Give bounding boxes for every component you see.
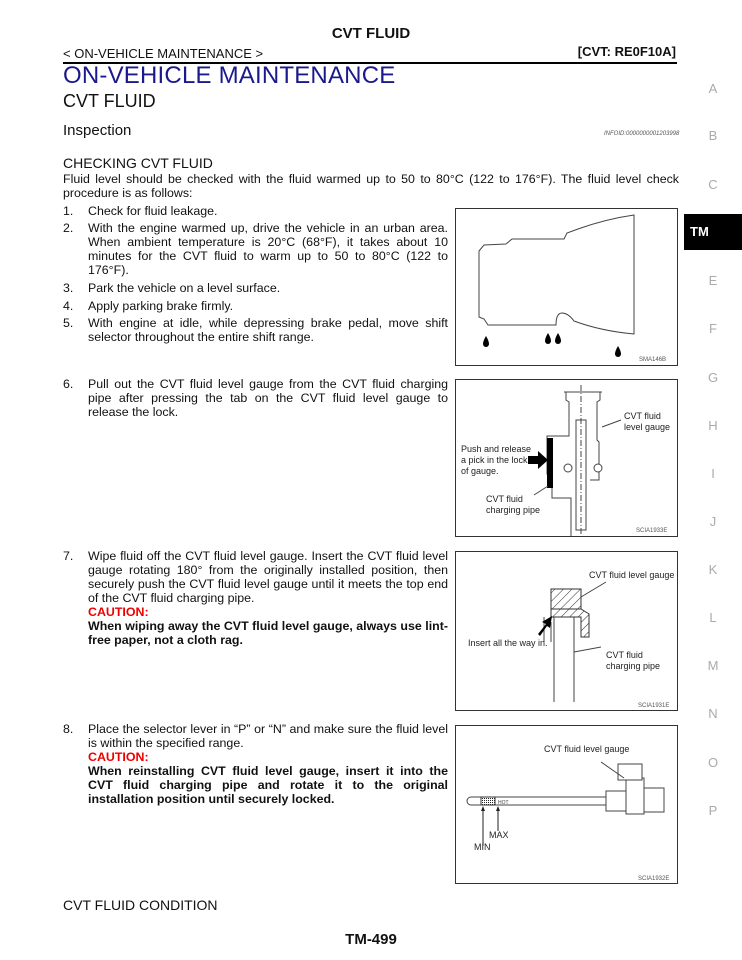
page-number: TM-499 <box>345 931 397 948</box>
label-gauge: CVT fluid level gauge <box>589 570 675 580</box>
model-code: [CVT: RE0F10A] <box>577 44 676 59</box>
step-8 <box>63 722 448 806</box>
step-3 <box>63 281 448 295</box>
gauge-range-illustration <box>456 726 677 883</box>
step-number: 4. <box>63 299 74 313</box>
checking-heading: CHECKING CVT FLUID <box>63 155 213 171</box>
label-insert: Insert all the way in. <box>468 638 548 648</box>
side-tab-tm[interactable]: TM <box>684 214 742 250</box>
side-tab-b[interactable]: B <box>708 128 718 143</box>
label-push-2: a pick in the lock <box>461 455 528 465</box>
side-tab-a[interactable]: A <box>708 81 718 96</box>
subsection-title: CVT FLUID <box>63 91 156 111</box>
step-1 <box>63 204 448 218</box>
figure-id: SCIA1931E <box>638 703 670 709</box>
side-tab-i[interactable]: I <box>711 466 715 481</box>
side-tab-n[interactable]: N <box>708 706 718 721</box>
step-text: Park the vehicle on a level surface. <box>88 281 281 295</box>
info-id: INFOID:0000000001203998 <box>604 131 680 137</box>
step-4 <box>63 299 448 313</box>
step-number: 2. <box>63 221 74 235</box>
insert-gauge-illustration <box>456 552 677 710</box>
step-2 <box>63 221 448 277</box>
label-max: MAX <box>489 830 509 840</box>
step-text: Apply parking brake firmly. <box>88 299 234 313</box>
label-push: Push and release <box>461 444 532 454</box>
figure-release-lock <box>455 379 678 537</box>
step-6 <box>63 377 448 419</box>
section-title: ON-VEHICLE MAINTENANCE <box>63 62 396 89</box>
step-number: 6. <box>63 377 74 391</box>
gauge-lock-illustration <box>456 380 677 536</box>
page-header-title: CVT FLUID <box>331 25 411 42</box>
step-text: Wipe fluid off the CVT fluid level gauge. Insert the CVT fluid level gauge rotating 180° from the originally installed position, then securely push the CVT fluid level gauge until it meets the top end of the CVT fluid charging pipe. <box>88 549 448 605</box>
figure-id: SCIA1933E <box>636 528 668 534</box>
label-gauge: CVT fluid level gauge <box>544 744 630 754</box>
breadcrumb: < ON-VEHICLE MAINTENANCE > <box>63 46 264 61</box>
side-tab-o[interactable]: O <box>707 755 719 770</box>
side-tab-p[interactable]: P <box>708 803 718 818</box>
caution-label: CAUTION: <box>88 750 149 764</box>
label-push-3: of gauge. <box>461 466 499 476</box>
figure-gauge-range <box>455 725 678 884</box>
intro-paragraph: Fluid level should be checked with the fluid warmed up to 50 to 80°C (122 to 176°F). The fluid level check procedure is as follows: <box>63 172 679 200</box>
step-text: Place the selector lever in “P” or “N” and make sure the fluid level is within the specified range. <box>88 722 448 750</box>
label-pipe: CVT fluid <box>606 650 643 660</box>
step-text: Pull out the CVT fluid level gauge from the CVT fluid charging pipe after pressing the tab on the CVT fluid level gauge to release the lock. <box>88 377 448 419</box>
step-number: 1. <box>63 204 74 218</box>
label-pipe: CVT fluid <box>486 494 523 504</box>
step-number: 8. <box>63 722 74 736</box>
side-tab-f[interactable]: F <box>709 321 717 336</box>
figure-id: SMA146B <box>639 357 667 363</box>
side-tab-j[interactable]: J <box>709 514 717 529</box>
label-gauge-2: level gauge <box>624 422 671 432</box>
figure-id: SCIA1932E <box>638 876 670 882</box>
caution-text: When wiping away the CVT fluid level gauge, always use lint-free paper, not a cloth rag. <box>88 619 448 647</box>
caution-text: When reinstalling CVT fluid level gauge, insert it into the CVT fluid charging pipe and rotate it to the original installation position until securely locked. <box>88 764 448 806</box>
side-tab-k[interactable]: K <box>708 562 718 577</box>
side-tab-c[interactable]: C <box>708 177 718 192</box>
figure-insert-gauge <box>455 551 678 711</box>
label-gauge: CVT fluid <box>624 411 661 421</box>
step-text: With engine at idle, while depressing brake pedal, move shift selector throughout the entire shift range. <box>88 316 448 344</box>
topic-title: Inspection <box>63 122 132 139</box>
figure-fluid-leakage <box>455 208 678 366</box>
label-min: MIN <box>474 842 491 852</box>
step-number: 7. <box>63 549 74 563</box>
side-tab-m[interactable]: M <box>707 658 719 673</box>
step-5 <box>63 316 448 344</box>
step-number: 5. <box>63 316 74 330</box>
transmission-leak-illustration <box>456 209 677 365</box>
condition-heading: CVT FLUID CONDITION <box>63 897 218 913</box>
step-text: Check for fluid leakage. <box>88 204 218 218</box>
side-tab-h[interactable]: H <box>708 418 718 433</box>
label-pipe-2: charging pipe <box>606 661 661 671</box>
label-hot: HOT <box>498 800 509 806</box>
caution-label: CAUTION: <box>88 605 149 619</box>
side-tab-e[interactable]: E <box>708 273 718 288</box>
step-7 <box>63 549 448 647</box>
step-number: 3. <box>63 281 74 295</box>
side-tab-g[interactable]: G <box>707 370 719 385</box>
side-tab-l[interactable]: L <box>709 610 717 625</box>
label-pipe-2: charging pipe <box>486 505 541 515</box>
step-text: With the engine warmed up, drive the vehicle in an urban area. When ambient temperature is 20°C (68°F), it takes about 10 minutes for the CVT fluid to warm up to 50 to 80°C (122 to 176°F). <box>88 221 448 277</box>
